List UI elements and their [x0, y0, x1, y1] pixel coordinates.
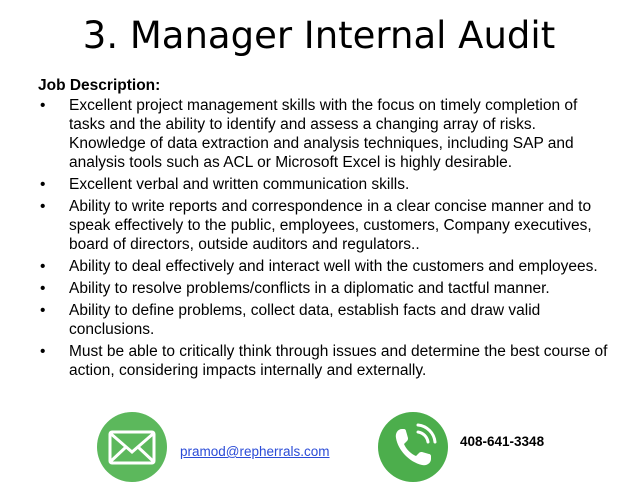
list-item: • Ability to resolve problems/conflicts in a diplomatic and tactful manner.	[38, 279, 613, 298]
email-link[interactable]: pramod@repherrals.com	[180, 444, 330, 459]
job-description-list	[38, 96, 613, 383]
list-item: • Ability to write reports and correspondence in a clear concise manner and to speak effectively to the public, employees, customers, Company executives, board of directors, outside auditors and regulators..	[38, 197, 613, 254]
phone-icon	[378, 412, 448, 482]
list-item: • Ability to deal effectively and interact well with the customers and employees.	[38, 257, 613, 276]
envelope-icon	[97, 412, 167, 482]
list-item: • Ability to define problems, collect data, establish facts and draw valid conclusions.	[38, 301, 613, 339]
list-item: • Must be able to critically think through issues and determine the best course of action, considering impacts internally and externally.	[38, 342, 613, 380]
phone-number: 408-641-3348	[460, 434, 545, 449]
job-description-heading: Job Description:	[38, 77, 161, 94]
slide-title: 3. Manager Internal Audit	[82, 14, 556, 57]
list-item: • Excellent project management skills with the focus on timely completion of tasks and the ability to identify and assess a changing array of risks. Knowledge of data extraction and analysis techniques, including SAP and analysis tools such as ACL or Microsoft Excel is highly desirable.	[38, 96, 613, 172]
list-item: • Excellent verbal and written communication skills.	[38, 175, 613, 194]
